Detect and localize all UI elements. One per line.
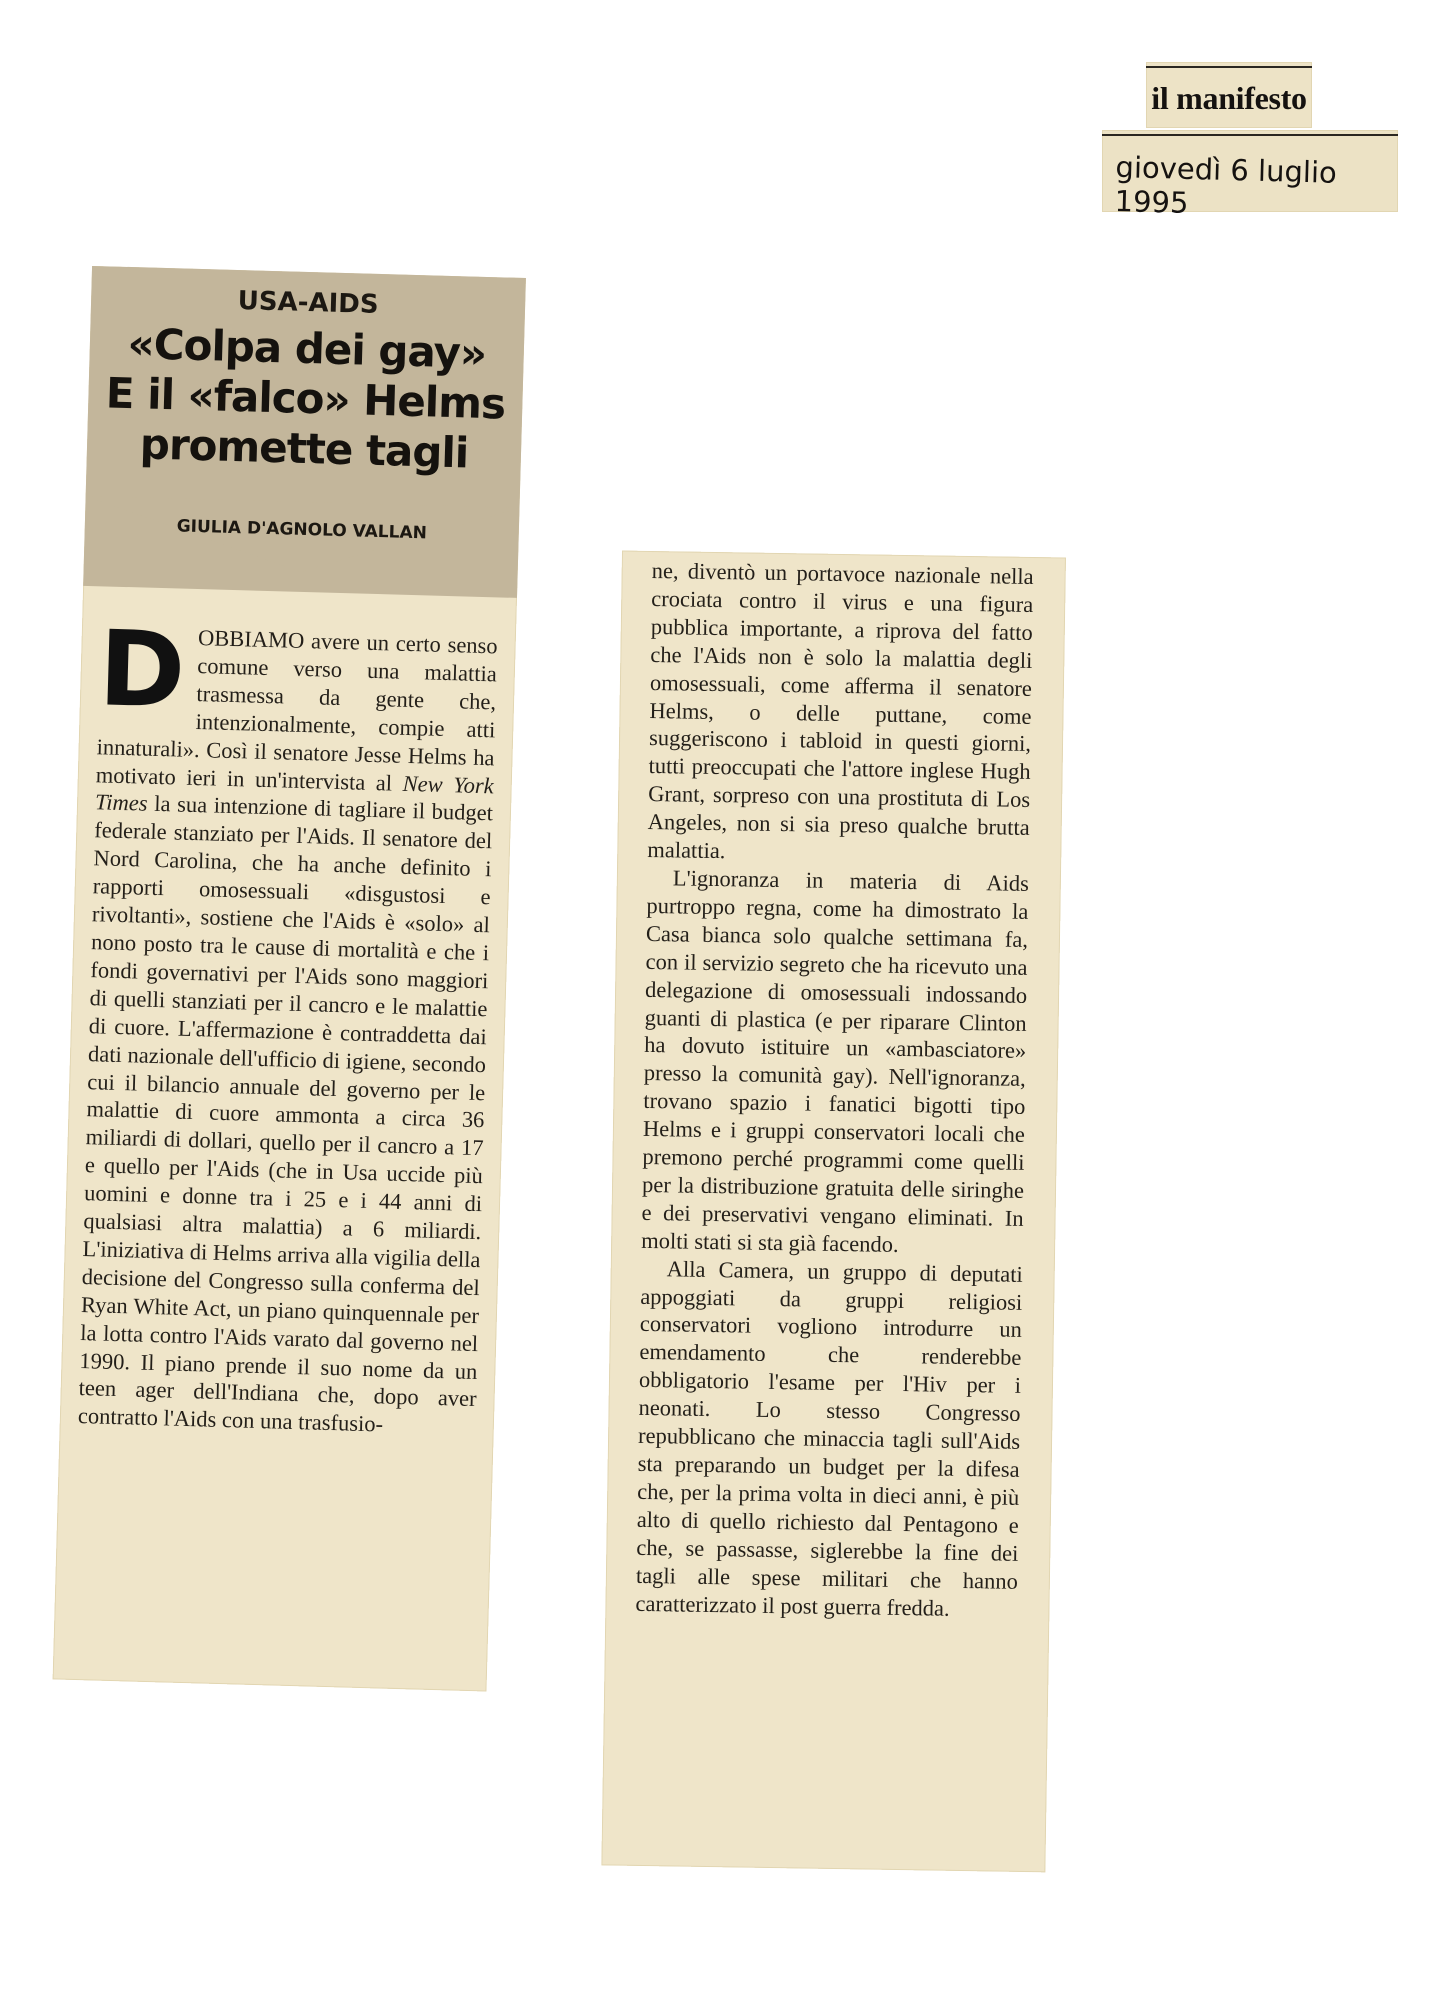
article-body-column-2: [635, 557, 1034, 1623]
drop-cap: D: [97, 607, 187, 732]
article-column-1: [53, 266, 526, 1692]
article-kicker: USA-AIDS: [237, 286, 379, 320]
date-clipping: [1102, 130, 1398, 220]
headline-line-3: promette tagli: [139, 419, 469, 478]
paragraph-continuation: ne, diventò un portavoce nazionale nella crociata contro il virus e una figura pubblica importante, a riprova del fatto che l'Aids non è solo la malattia degli omosessuali, come afferma il senatore Helms, o delle puttane, come suggeriscono i tabloid in questi giorni, tutti preoccupati che l'attore inglese Hugh Grant, sorpreso con una prostituta di Los Angeles, non si sia preso qualche brutta malattia.: [647, 557, 1034, 864]
article-column-2: [601, 551, 1066, 1873]
publication-date: giovedì 6 luglio 1995: [1114, 150, 1338, 220]
paragraph-congress: Alla Camera, un gruppo di deputati appoggiati da gruppi religiosi conservatori vogliono introdurre un emendamento che renderebbe obbligatorio l'esame per l'Hiv per i neonati. Lo stesso Congresso repubblicano che minaccia tagli sull'Aids sta preparando un budget per la difesa che, per la prima volta in dieci anni, è più alto di quello richiesto dal Pentagono e che, se passasse, siglerebbe la fine dei tagli alle spese militari che hanno caratterizzato il post guerra fredda.: [635, 1255, 1023, 1621]
body-text-part-1: avere un certo senso comune verso una malattia trasmessa da gente che, intenzionalmente, compie atti innaturali». Così il senatore Jesse Helms ha motivato ieri in un'intervista al: [95, 628, 498, 796]
body-text-part-2: la sua intenzione di tagliare il budget federale stanziato per l'Aids. Il senatore del Nord Carolina, che ha anche definito i rapporti omosessuali «disgustosi e rivoltanti», sostiene che l'Aids è «solo» al nono posto tra le cause di mortalità e che i fondi governativi per l'Aids sono maggiori di quelli stanziati per il cancro e le malattie di cuore. L'affermazione è contraddetta dai dati nazionale dell'ufficio di igiene, secondo cui il bilancio annuale del governo per le malattie di cuore ammonta a circa 36 miliardi di dollari, quello per il cancro a 17 e quello per l'Aids (che in Usa uccide più uomini e donne tra i 25 e i 44 anni di qualsiasi altra malattia) a 6 miliardi. L'iniziativa di Helms arriva alla vigilia della decisione del Congresso sulla conferma del Ryan White Act, un piano quinquennale per la lotta contro l'Aids varato dal governo nel 1990. Il piano prende il suo nome da un teen ager dell'Indiana che, dopo aver contratto l'Aids con una trasfusio-: [77, 791, 494, 1437]
article-body-column-1: [77, 607, 498, 1441]
date-rule: [1102, 134, 1398, 136]
headline-line-2: E il «falco» Helms: [105, 368, 506, 429]
article-header-box: [83, 266, 526, 598]
lead-in: OBBIAMO: [197, 625, 305, 654]
newspaper-reference: New York Times: [94, 770, 495, 817]
masthead-clipping: [1146, 62, 1312, 128]
headline-line-1: «Colpa dei gay»: [127, 318, 487, 378]
masthead-rule: [1146, 66, 1312, 68]
article-headline: [86, 318, 524, 480]
newspaper-name: il manifesto: [1151, 80, 1307, 116]
paragraph-ignorance: L'ignoranza in materia di Aids purtroppo regna, come ha dimostrato la Casa bianca solo qualche settimana fa, con il servizio segreto che ha ricevuto una delegazione di omosessuali indossando guanti di plastica (e per riparare Clinton ha dovuto istituire un «ambasciatore» presso la comunità gay). Nell'ignoranza, trovano spazio i fanatici bigotti tipo Helms e i gruppi conservatori locali che premono perché programmi come quelli per la distribuzione gratuita delle siringhe e dei preservativi vengano eliminati. In molti stati si sta già facendo.: [641, 865, 1030, 1257]
article-byline: GIULIA D'AGNOLO VALLAN: [176, 516, 428, 544]
